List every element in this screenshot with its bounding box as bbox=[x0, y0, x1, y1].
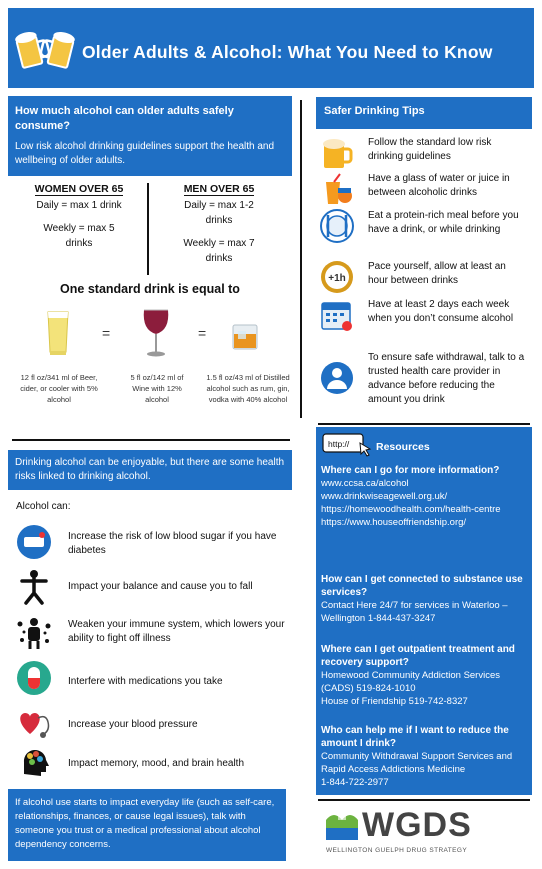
resource-question: How can I get connected to substance use services? bbox=[321, 574, 523, 598]
doctor-icon bbox=[320, 361, 354, 395]
beer-mug-icon bbox=[320, 136, 354, 170]
risk-item bbox=[0, 702, 300, 742]
women-heading: WOMEN OVER 65 bbox=[34, 183, 124, 195]
tip-text: To ensure safe withdrawal, talk to a trusted health care provider in advance before reducing the amount you drink bbox=[368, 352, 525, 405]
resource-section bbox=[321, 724, 529, 789]
resource-section bbox=[321, 643, 529, 708]
guidelines-answer: Low risk alcohol drinking guidelines support the health and wellbeing of older adults. bbox=[15, 141, 275, 166]
tip-text: Follow the standard low risk drinking guidelines bbox=[368, 137, 492, 162]
tip-item bbox=[320, 298, 534, 342]
beer-description: 12 fl oz/341 ml of Beer, cider, or cooler with 5% alcohol bbox=[20, 373, 98, 404]
wine-glass-icon bbox=[140, 306, 172, 358]
resource-section bbox=[321, 464, 529, 529]
browser-url-icon bbox=[322, 433, 372, 457]
wine-description: 5 fl oz/142 ml of Wine with 12% alcohol bbox=[130, 373, 184, 404]
tip-text: Have at least 2 days each week when you don’t consume alcohol bbox=[368, 299, 514, 324]
men-weekly: Weekly = max 7 drinks bbox=[183, 238, 255, 264]
men-heading: MEN OVER 65 bbox=[183, 183, 255, 195]
risk-text: Weaken your immune system, which lowers your ability to fight off illness bbox=[68, 619, 285, 644]
resource-link[interactable]: https://homewoodhealth.com/health-centre bbox=[321, 504, 501, 515]
resource-text: Community Withdrawal Support Services and Rapid Access Addictions Medicine bbox=[321, 751, 513, 775]
wgds-logo-mark bbox=[324, 810, 360, 842]
clock-icon bbox=[320, 260, 354, 294]
closing-box: If alcohol use starts to impact everyday life (such as self-care, relationships, finances, or cause legal issues), talk with someone you trust or a medical professional about alcohol dependency concerns. bbox=[8, 789, 286, 861]
tip-item bbox=[320, 136, 534, 168]
wgds-logo bbox=[318, 806, 532, 862]
risk-item bbox=[0, 612, 300, 652]
tip-item bbox=[320, 260, 534, 294]
risk-item bbox=[0, 522, 300, 562]
capsule-icon bbox=[16, 660, 52, 696]
falling-person-icon bbox=[16, 569, 52, 605]
spirits-glass-icon bbox=[230, 322, 260, 352]
tips-title: Safer Drinking Tips bbox=[316, 97, 532, 129]
clock-badge: +1h bbox=[328, 273, 346, 284]
juice-glass-icon bbox=[320, 172, 354, 206]
tip-item bbox=[320, 209, 534, 253]
resource-text: House of Friendship 519-742-8327 bbox=[321, 696, 468, 707]
section-divider-right bbox=[318, 423, 530, 425]
page-title: Older Adults & Alcohol: What You Need to Know bbox=[82, 42, 493, 62]
tip-item bbox=[320, 351, 534, 411]
risk-text: Increase your blood pressure bbox=[68, 719, 198, 730]
calendar-icon bbox=[320, 298, 354, 332]
resource-question: Where can I go for more information? bbox=[321, 465, 500, 476]
risk-text: Increase the risk of low blood sugar if you have diabetes bbox=[68, 531, 277, 556]
tip-text: Pace yourself, allow at least an hour between drinks bbox=[368, 261, 506, 286]
risks-intro-box: Drinking alcohol can be enjoyable, but there are some health risks linked to drinking alcohol. bbox=[8, 450, 292, 490]
equals-sign: = bbox=[102, 325, 111, 341]
resource-question: Who can help me if I want to reduce the amount I drink? bbox=[321, 725, 509, 749]
resource-text: Contact Here 24/7 for services in Waterloo – Wellington 1-844-437-3247 bbox=[321, 600, 508, 624]
logo-subtitle: WELLINGTON GUELPH DRUG STRATEGY bbox=[326, 847, 468, 854]
risk-item bbox=[0, 742, 300, 782]
women-daily: Daily = max 1 drink bbox=[36, 200, 122, 211]
risk-item bbox=[0, 567, 300, 607]
beer-glass-icon bbox=[44, 308, 72, 358]
women-column bbox=[8, 183, 150, 251]
risk-item bbox=[0, 658, 300, 698]
url-badge-text: http:// bbox=[328, 439, 350, 449]
risks-lead: Alcohol can: bbox=[16, 501, 71, 512]
germs-icon bbox=[16, 614, 52, 650]
resources-box bbox=[316, 427, 532, 795]
resource-question: Where can I get outpatient treatment and recovery support? bbox=[321, 644, 515, 668]
guidelines-question: How much alcohol can older adults safely consume? bbox=[15, 105, 234, 132]
risk-text: Interfere with medications you take bbox=[68, 676, 223, 687]
resource-link[interactable]: www.ccsa.ca/alcohol bbox=[321, 478, 409, 489]
resource-link[interactable]: https://www.houseoffriendship.org/ bbox=[321, 517, 467, 528]
logo-divider bbox=[318, 799, 530, 801]
risk-text: Impact memory, mood, and brain health bbox=[68, 758, 245, 769]
equals-sign: = bbox=[198, 325, 207, 341]
spirits-description: 1.5 fl oz/43 ml of Distilled alcohol such as rum, gin, vodka with 40% alcohol bbox=[206, 373, 290, 404]
section-divider-left bbox=[12, 439, 290, 441]
logo-wordmark: WGDS bbox=[362, 806, 472, 844]
glucose-meter-icon bbox=[16, 524, 52, 560]
column-divider-top bbox=[300, 100, 302, 418]
header-banner bbox=[8, 8, 534, 88]
women-weekly: Weekly = max 5 drinks bbox=[43, 223, 115, 249]
utensils-icon bbox=[320, 209, 354, 243]
tip-text: Have a glass of water or juice in between alcoholic drinks bbox=[368, 173, 510, 198]
tip-item bbox=[320, 172, 534, 204]
resource-text: Homewood Community Addiction Services (CADS) 519-824-1010 bbox=[321, 670, 500, 694]
men-column bbox=[148, 183, 290, 266]
brain-head-icon bbox=[16, 744, 52, 780]
resource-link[interactable]: www.drinkwiseagewell.org.uk/ bbox=[321, 491, 448, 502]
resource-text: 1-844-722-2977 bbox=[321, 777, 389, 788]
risk-text: Impact your balance and cause you to fall bbox=[68, 581, 253, 592]
guidelines-question-box bbox=[8, 96, 292, 176]
men-daily: Daily = max 1-2 drinks bbox=[184, 200, 254, 226]
standard-drink-title: One standard drink is equal to bbox=[60, 282, 240, 296]
resources-title: Resources bbox=[376, 441, 430, 453]
beer-cheers-icon bbox=[14, 26, 76, 74]
resource-section bbox=[321, 573, 529, 625]
guidelines-table bbox=[8, 183, 292, 275]
tip-text: Eat a protein-rich meal before you have a drink, or while drinking bbox=[368, 210, 519, 235]
heart-pressure-icon bbox=[16, 704, 52, 740]
